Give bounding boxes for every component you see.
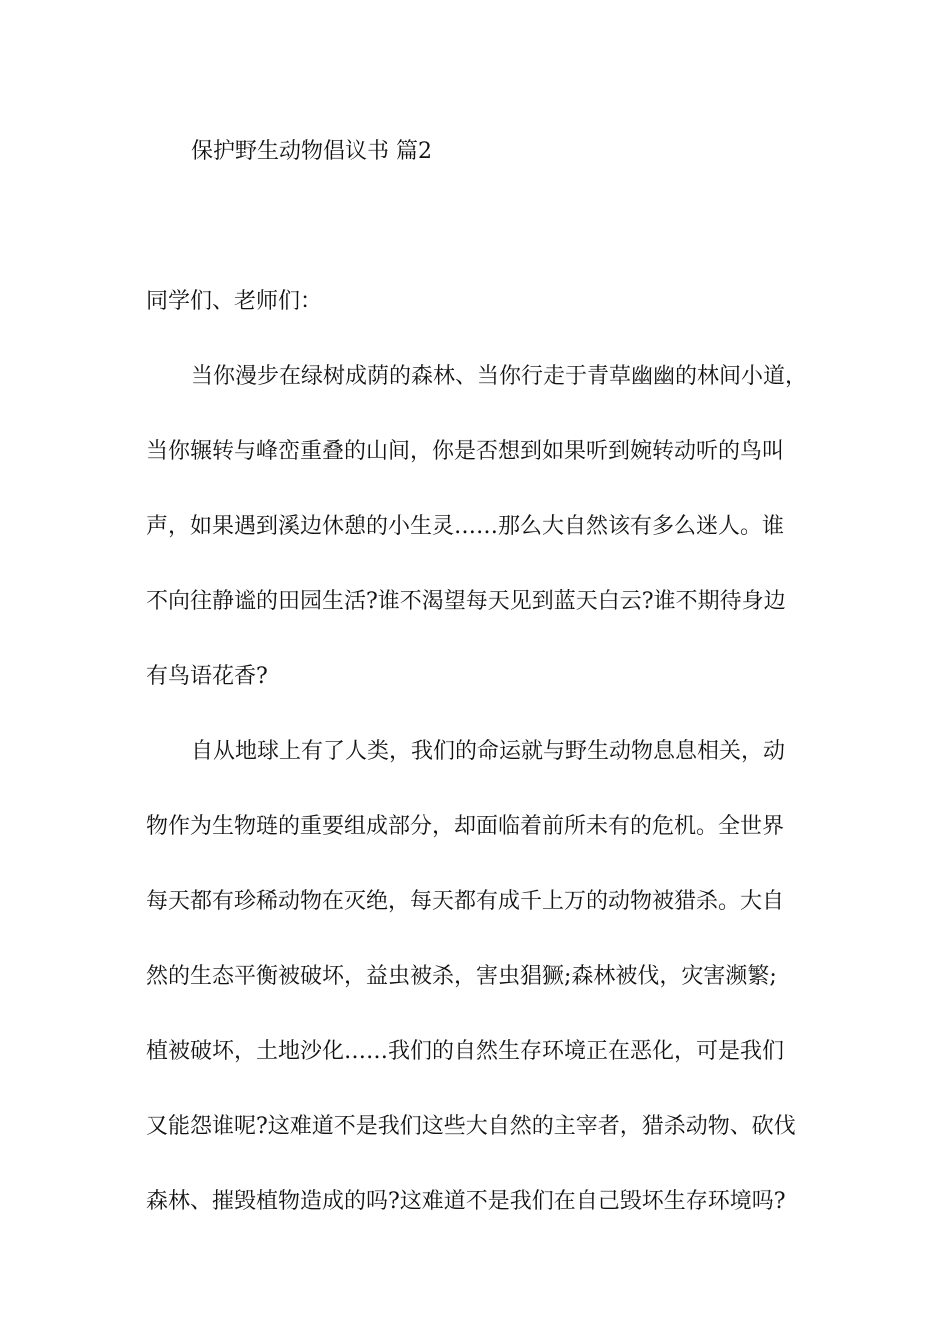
paragraph-line: 当你辗转与峰峦重叠的山间，你是否想到如果听到婉转动听的鸟叫 [146, 439, 785, 464]
paragraph-line: 森林、摧毁植物造成的吗?这难道不是我们在自己毁坏生存环境吗? [146, 1189, 786, 1214]
paragraph-line: 每天都有珍稀动物在灭绝，每天都有成千上万的动物被猎杀。大自 [146, 889, 785, 914]
salutation: 同学们、老师们： [146, 289, 323, 314]
paragraph-line: 植被破坏，土地沙化……我们的自然生存环境正在恶化，可是我们 [146, 1039, 785, 1064]
document-title: 保护野生动物倡议书 篇2 [191, 139, 432, 164]
paragraph-line: 自从地球上有了人类，我们的命运就与野生动物息息相关，动 [191, 739, 786, 764]
paragraph-line: 然的生态平衡被破坏，益虫被杀，害虫猖獗;森林被伐，灾害濒繁; [146, 964, 777, 989]
paragraph-line: 当你漫步在绿树成荫的森林、当你行走于青草幽幽的林间小道， [191, 364, 808, 389]
paragraph-line: 物作为生物琏的重要组成部分，却面临着前所未有的危机。全世界 [146, 814, 785, 839]
paragraph-line: 又能怨谁呢?这难道不是我们这些大自然的主宰者，猎杀动物、砍伐 [146, 1114, 796, 1139]
paragraph-line: 声，如果遇到溪边休憩的小生灵……那么大自然该有多么迷人。谁 [146, 514, 785, 539]
paragraph-line: 不向往静谧的田园生活?谁不渴望每天见到蓝天白云?谁不期待身边 [146, 589, 786, 614]
paragraph-line: 有鸟语花香? [146, 664, 268, 689]
